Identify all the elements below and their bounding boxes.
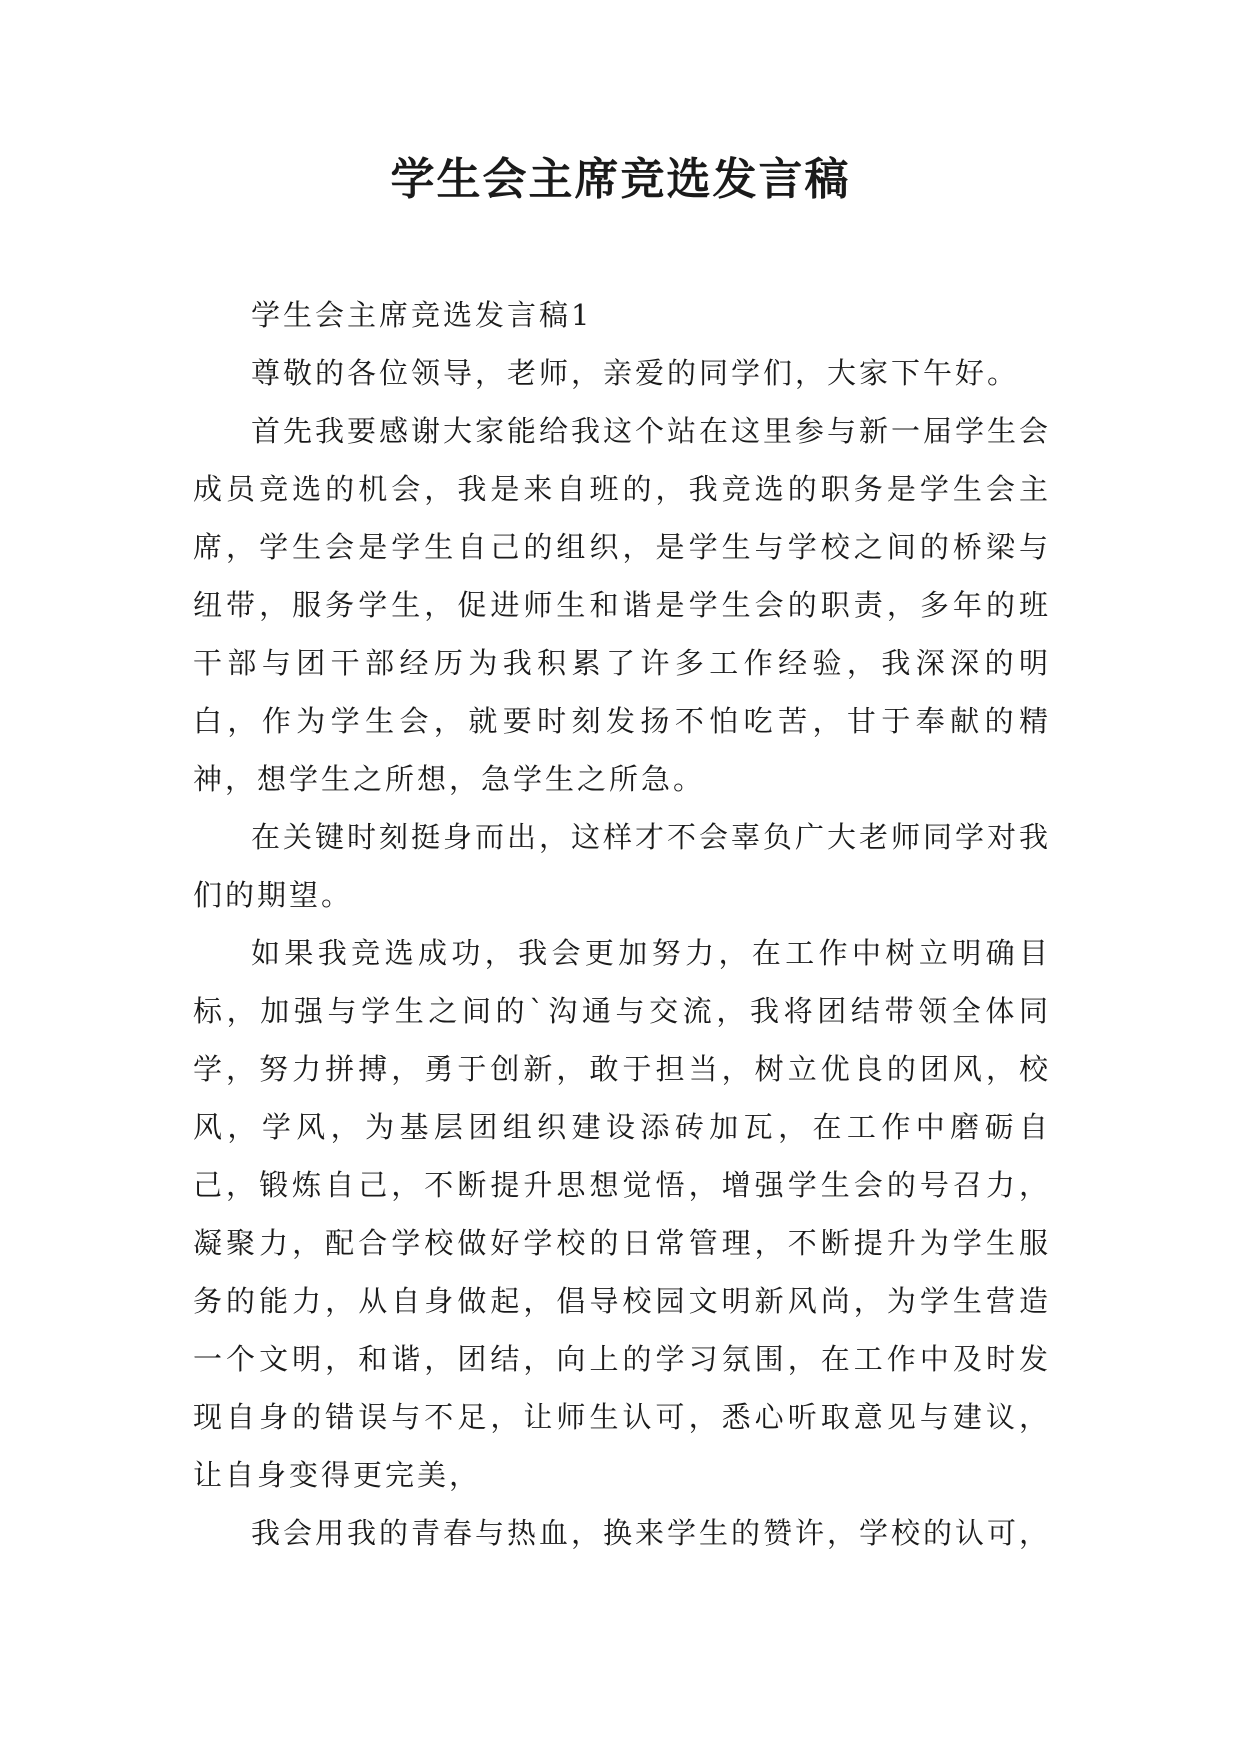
paragraph-plan: 如果我竞选成功，我会更加努力，在工作中树立明确目标，加强与学生之间的`沟通与交流，我将团结带领全体同学，努力拼搏，勇于创新，敢于担当，树立优良的团风，校风，学风，为基层团组织建设添砖加瓦，在工作中磨砺自己，锻炼自己，不断提升思想觉悟，增强学生会的号召力，凝聚力，配合学校做好学校的日常管理，不断提升为学生服务的能力，从自身做起，倡导校园文明新风尚，为学生营造一个文明，和谐，团结，向上的学习氛围，在工作中及时发现自身的错误与不足，让师生认可，悉心听取意见与建议，让自身变得更完美， xyxy=(193,936,1051,1492)
section-heading: 学生会主席竞选发言稿1 xyxy=(251,298,593,332)
document-body xyxy=(193,286,1051,1562)
paragraph-intro: 首先我要感谢大家能给我这个站在这里参与新一届学生会成员竞选的机会，我是来自班的，我竞选的职务是学生会主席，学生会是学生自己的组织，是学生与学校之间的桥梁与纽带，服务学生，促进师生和谐是学生会的职责，多年的班干部与团干部经历为我积累了许多工作经验，我深深的明白，作为学生会，就要时刻发扬不怕吃苦，甘于奉献的精神，想学生之所想，急学生之所急。 xyxy=(193,414,1052,796)
paragraph-commitment: 在关键时刻挺身而出，这样才不会辜负广大老师同学对我们的期望。 xyxy=(193,820,1052,912)
paragraph-closing: 我会用我的青春与热血，换来学生的赞许，学校的认可， xyxy=(251,1516,1052,1550)
paragraph-greeting: 尊敬的各位领导，老师，亲爱的同学们，大家下午好。 xyxy=(251,356,1020,390)
document-title: 学生会主席竞选发言稿 xyxy=(390,154,851,205)
